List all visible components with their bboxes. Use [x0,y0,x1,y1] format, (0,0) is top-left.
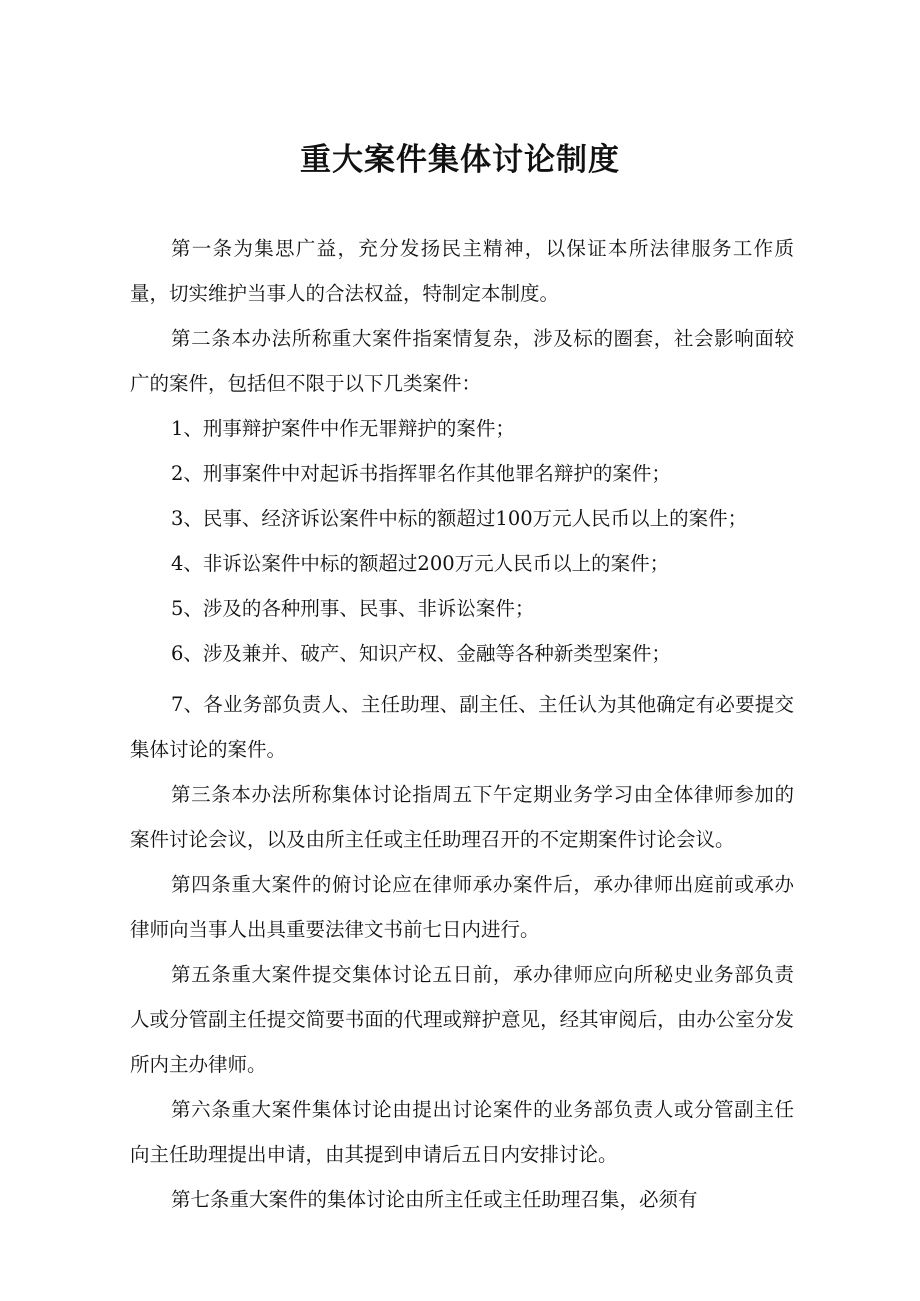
article-4-paragraph: 第四条重大案件的俯讨论应在律师承办案件后，承办律师出庭前或承办律师向当事人出具重要法律文书前七日内进行。 [130,873,794,941]
list-item-5: 5、涉及的各种刑事、民事、非诉讼案件； [171,597,535,620]
article-3-paragraph: 第三条本办法所称集体讨论指周五下午定期业务学习由全体律师参加的案件讨论会议，以及由所主任或主任助理召开的不定期案件讨论会议。 [130,783,794,851]
list-item-2: 2、刑事案件中对起诉书指挥罪名作其他罪名辩护的案件； [171,462,671,485]
list-item-1: 1、刑事辩护案件中作无罪辩护的案件； [171,417,515,440]
article-7-paragraph: 第七条重大案件的集体讨论由所主任或主任助理召集，必须有 [171,1188,698,1211]
document-title: 重大案件集体讨论制度 [300,142,620,178]
list-item-6: 6、涉及兼并、破产、知识产权、金融等各种新类型案件； [171,642,671,665]
article-5-paragraph: 第五条重大案件提交集体讨论五日前，承办律师应向所秘史业务部负责人或分管副主任提交简要书面的代理或辩护意见，经其审阅后，由办公室分发所内主办律师。 [130,963,794,1076]
article-2-paragraph: 第二条本办法所称重大案件指案情复杂，涉及标的圈套，社会影响面较广的案件，包括但不限于以下几类案件： [130,327,794,395]
list-item-3: 3、民事、经济诉讼案件中标的额超过100万元人民币以上的案件； [171,507,748,530]
list-item-7: 7、各业务部负责人、主任助理、副主任、主任认为其他确定有必要提交集体讨论的案件。 [130,693,794,761]
list-item-4: 4、非诉讼案件中标的额超过200万元人民币以上的案件； [171,552,670,575]
document-body [130,226,794,1222]
article-1-paragraph: 第一条为集思广益，充分发扬民主精神，以保证本所法律服务工作质量，切实维护当事人的合法权益，特制定本制度。 [130,237,794,305]
article-6-paragraph: 第六条重大案件集体讨论由提出讨论案件的业务部负责人或分管副主任向主任助理提出申请，由其提到申请后五日内安排讨论。 [130,1098,794,1166]
